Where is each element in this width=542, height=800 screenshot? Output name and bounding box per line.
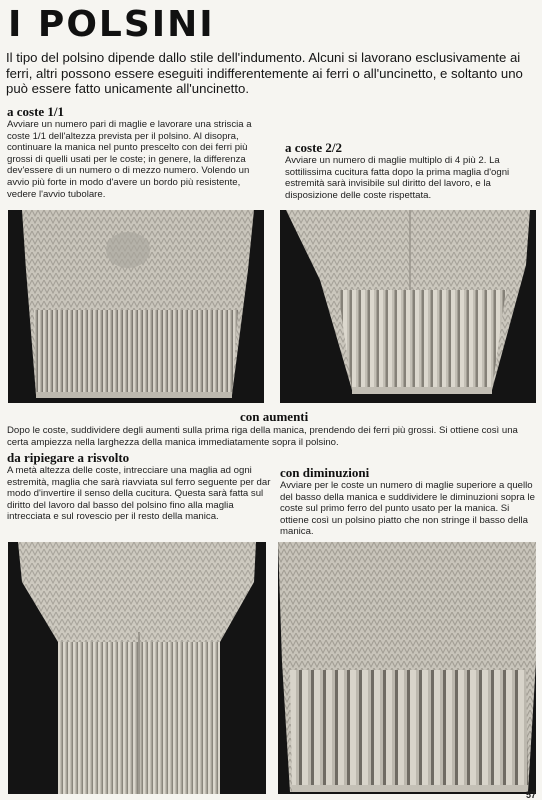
knit-sleeve-1-1-image bbox=[8, 210, 264, 403]
knit-sleeve-diminuzioni-image bbox=[278, 542, 536, 794]
page-title: I POLSINI bbox=[8, 4, 215, 45]
photo-cuff-diminuzioni bbox=[278, 542, 536, 794]
text-con-diminuzioni: Avviare per le coste un numero di maglie superiore a quello del basso della manica e suddividere le diminuzioni sopra le coste sul primo ferro del punto usato per la manica. Si ottiene così un polsino piatto che non stringe il basso della manica. bbox=[280, 480, 535, 538]
knit-sleeve-risvolto-image bbox=[8, 542, 266, 794]
photo-cuff-coste-1-1 bbox=[8, 210, 264, 403]
text-con-aumenti: Dopo le coste, suddividere degli aumenti sulla prima riga della manica, prendendo dei ferri più grossi. Si ottiene così una certa ampiezza nella larghezza della manica immediatamente sopra il polsino. bbox=[7, 425, 518, 448]
text-da-ripiegare-a-risvolto: A metà altezza delle coste, intrecciare una maglia ad ogni estremità, maglia che sarà riavviata sul ferro seguente per dar modo d'invertire il senso della cucitura. Questa sarà fatta sul diritto del lavoro dal basso del polsino fino alla maglia intrecciata e sul rovescio per il resto della manica. bbox=[7, 465, 271, 523]
heading-da-ripiegare-a-risvolto: da ripiegare a risvolto bbox=[7, 450, 130, 465]
text-coste-1-1: Avviare un numero pari di maglie e lavorare una striscia a coste 1/1 dell'altezza prevista per il polsino. Al disopra, continuare la manica nel punto prescelto con dei ferri più grossi di quelli usati per le coste; in genere, la differenza dev'essere di un numero o di mezzo numero. Volendo un avvio più forte in modo d'avere un bordo più resistente, vedere l'avvio tubolare. bbox=[7, 119, 252, 200]
page-number: 57 bbox=[525, 790, 536, 800]
knit-sleeve-2-2-image bbox=[280, 210, 536, 403]
photo-cuff-risvolto bbox=[8, 542, 266, 794]
intro-paragraph: Il tipo del polsino dipende dallo stile dell'indumento. Alcuni si lavorano esclusivamente ai ferri, altri possono essere eseguiti indifferentemente ai ferri o all'uncinetto, e soltanto uno può essere fatto unicamente all'uncinetto. bbox=[6, 50, 523, 96]
heading-con-diminuzioni: con diminuzioni bbox=[280, 465, 370, 480]
heading-coste-2-2: a coste 2/2 bbox=[285, 140, 343, 155]
heading-con-aumenti: con aumenti bbox=[240, 409, 309, 424]
heading-coste-1-1: a coste 1/1 bbox=[7, 104, 65, 119]
text-coste-2-2: Avviare un numero di maglie multiplo di 4 più 2. La sottilissima cucitura fatta dopo la prima maglia d'ogni estremità sarà invisibile sul diritto del lavoro, e la disposizione delle coste rispettata. bbox=[285, 155, 510, 201]
photo-cuff-coste-2-2 bbox=[280, 210, 536, 403]
